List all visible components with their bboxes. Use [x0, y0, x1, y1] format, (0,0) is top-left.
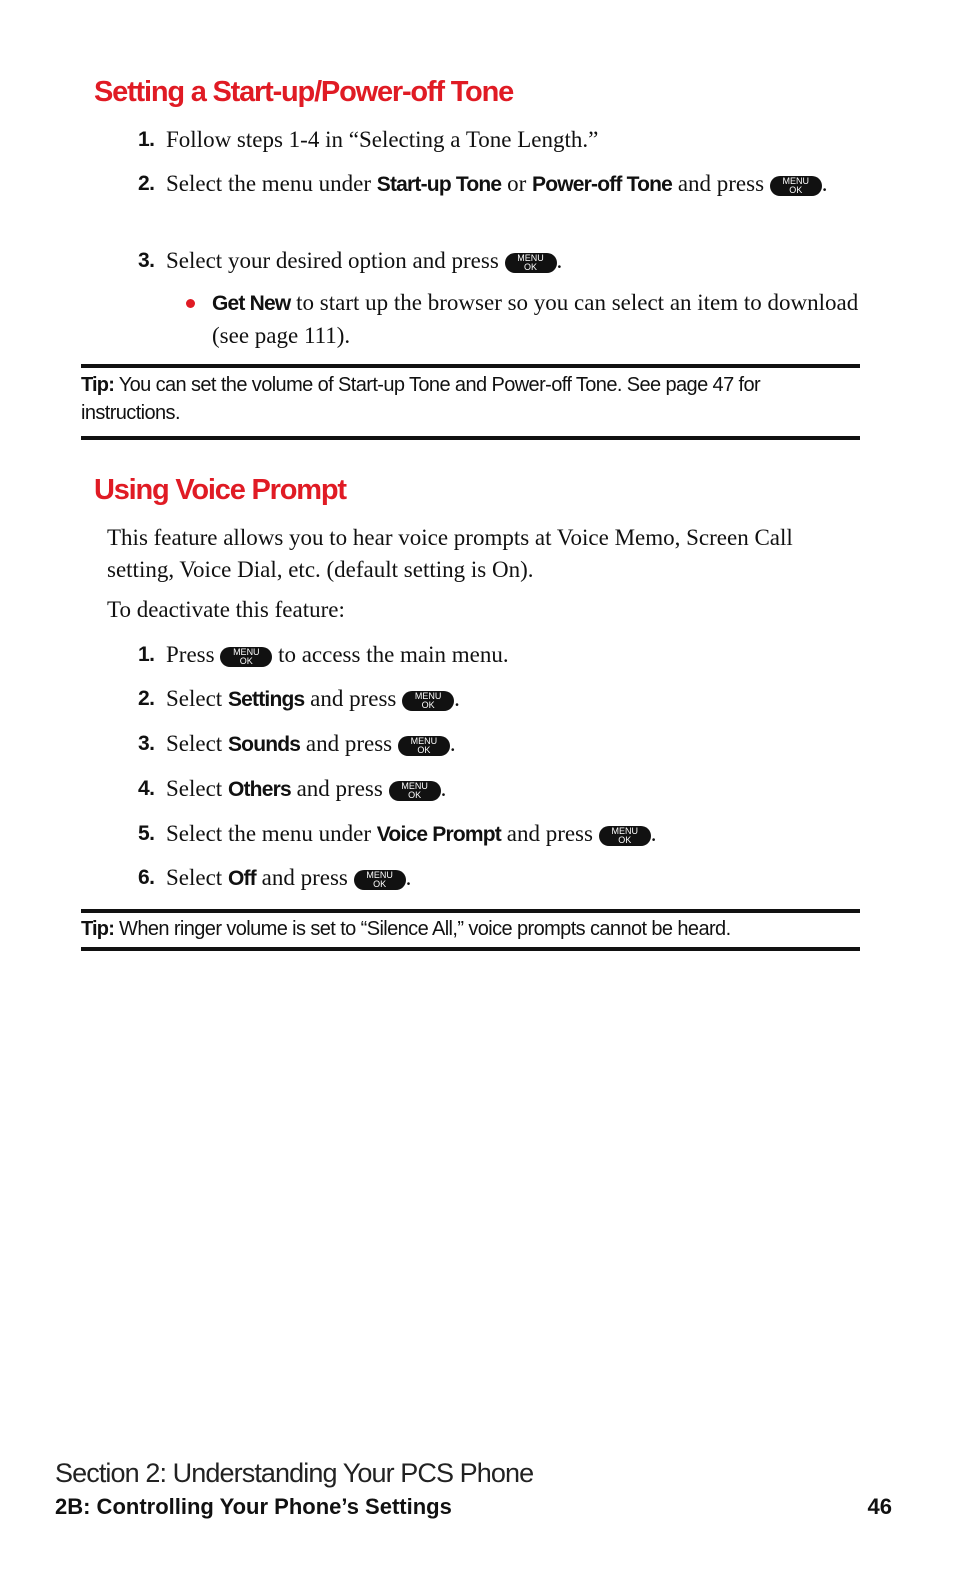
menu-ok-key-icon — [770, 176, 822, 196]
key-label: MENU — [611, 826, 638, 836]
step-number: 5. — [138, 822, 155, 845]
step-number: 3. — [138, 732, 155, 755]
text-fragment: Select — [166, 776, 228, 801]
step-number: 6. — [138, 866, 155, 889]
key-label: MENU — [414, 691, 442, 701]
key-label: OK — [373, 879, 387, 889]
page-number: 46 — [867, 1494, 892, 1519]
tip-text: When ringer volume is set to “Silence All,” voice prompts cannot be heard. — [114, 918, 731, 940]
text-fragment: Select the menu under — [166, 821, 377, 846]
tip-label: Tip: — [81, 374, 115, 396]
deactivate-paragraph: To deactivate this feature: — [107, 597, 345, 622]
key-label: OK — [421, 700, 435, 710]
step-number: 2. — [138, 172, 155, 195]
key-label: OK — [417, 745, 431, 755]
footer-subsection-title: 2B: Controlling Your Phone’s Settings — [55, 1494, 452, 1519]
menu-ok-key-icon — [354, 870, 406, 890]
step-3 — [138, 245, 858, 277]
key-label: MENU — [517, 253, 544, 263]
bullet-dot-icon — [186, 299, 195, 308]
tip-box — [81, 371, 860, 427]
step-text — [166, 773, 858, 806]
key-label: OK — [408, 790, 422, 800]
footer-section-title: Section 2: Understanding Your PCS Phone — [55, 1458, 534, 1488]
menu-keyword: Off — [227, 867, 256, 890]
key-label: OK — [239, 656, 253, 666]
text-fragment: and press — [500, 821, 599, 846]
step-5 — [138, 818, 858, 851]
text-fragment: . — [821, 171, 828, 196]
text-fragment: and press — [290, 776, 389, 801]
menu-ok-key-icon — [402, 691, 454, 711]
menu-keyword: Sounds — [227, 733, 301, 756]
tip-rule-top — [81, 364, 860, 368]
bullet-get-new — [186, 287, 866, 352]
step-1 — [138, 639, 858, 671]
text-fragment: Select — [166, 865, 228, 890]
text-fragment: or — [501, 171, 532, 196]
menu-keyword: Others — [227, 778, 291, 801]
step-2 — [138, 683, 858, 716]
step-text — [166, 168, 858, 201]
tip-box — [81, 915, 860, 943]
step-number: 3. — [138, 249, 155, 272]
text-fragment: and press — [672, 171, 770, 196]
intro-paragraph: This feature allows you to hear voice prompts at Voice Memo, Screen Call setting, Voice Dial, etc. (default setting is On). — [107, 525, 793, 582]
tip-rule-bottom — [81, 947, 860, 951]
text-fragment: . — [405, 865, 412, 890]
text-fragment: . — [454, 686, 460, 711]
step-2 — [138, 168, 858, 201]
text-fragment: Press — [166, 642, 221, 667]
bullet-text — [212, 287, 866, 352]
menu-keyword: Power-off Tone — [531, 173, 673, 196]
text-fragment: to start up the browser so you can select an item to download (see page 111). — [212, 290, 859, 348]
menu-ok-key-icon — [220, 647, 272, 667]
step-3 — [138, 728, 858, 761]
text-fragment: to access the main menu. — [272, 642, 509, 667]
step-1 — [138, 124, 858, 156]
key-label: MENU — [401, 781, 428, 791]
menu-keyword: Get New — [212, 292, 291, 315]
key-label: OK — [524, 262, 538, 272]
section-heading-voice-prompt: Using Voice Prompt — [94, 474, 346, 506]
text-fragment: . — [440, 776, 447, 801]
section-heading-startup-tone: Setting a Start-up/Power-off Tone — [94, 76, 514, 108]
tip-rule-top — [81, 909, 860, 913]
text-fragment: . — [556, 248, 563, 273]
step-text — [166, 862, 858, 895]
key-label: MENU — [410, 736, 438, 746]
step-text — [166, 639, 858, 671]
text-fragment: . — [449, 731, 456, 756]
text-fragment: and press — [304, 686, 403, 711]
menu-ok-key-icon — [599, 826, 651, 846]
menu-ok-key-icon — [389, 781, 441, 801]
step-number: 1. — [138, 643, 155, 666]
step-text: Follow steps 1-4 in “Selecting a Tone Length.” — [166, 127, 599, 152]
step-text — [166, 245, 858, 277]
text-fragment: and press — [300, 731, 398, 756]
step-number: 1. — [138, 128, 155, 151]
step-number: 4. — [138, 777, 155, 800]
menu-keyword: Settings — [227, 688, 305, 711]
menu-keyword: Voice Prompt — [376, 823, 501, 846]
text-fragment: and press — [255, 865, 354, 890]
tip-label: Tip: — [81, 918, 115, 940]
key-label: OK — [618, 835, 632, 845]
step-text — [166, 818, 858, 851]
text-fragment: . — [650, 821, 657, 846]
key-label: MENU — [782, 176, 810, 186]
tip-text: You can set the volume of Start-up Tone and Power-off Tone. See page 47 for instructions. — [81, 374, 761, 424]
text-fragment: Select the menu under — [166, 171, 377, 196]
text-fragment: Select your desired option and press — [166, 248, 505, 273]
text-fragment: Select — [166, 686, 228, 711]
step-4 — [138, 773, 858, 806]
menu-ok-key-icon — [398, 736, 450, 756]
key-label: MENU — [366, 870, 393, 880]
menu-keyword: Start-up Tone — [376, 173, 502, 196]
step-number: 2. — [138, 687, 155, 710]
step-6 — [138, 862, 858, 895]
step-text — [166, 728, 858, 761]
text-fragment: Select — [166, 731, 228, 756]
key-label: OK — [789, 185, 803, 195]
tip-rule-bottom — [81, 436, 860, 440]
key-label: MENU — [233, 647, 260, 657]
step-text — [166, 683, 858, 716]
menu-ok-key-icon — [505, 253, 557, 273]
